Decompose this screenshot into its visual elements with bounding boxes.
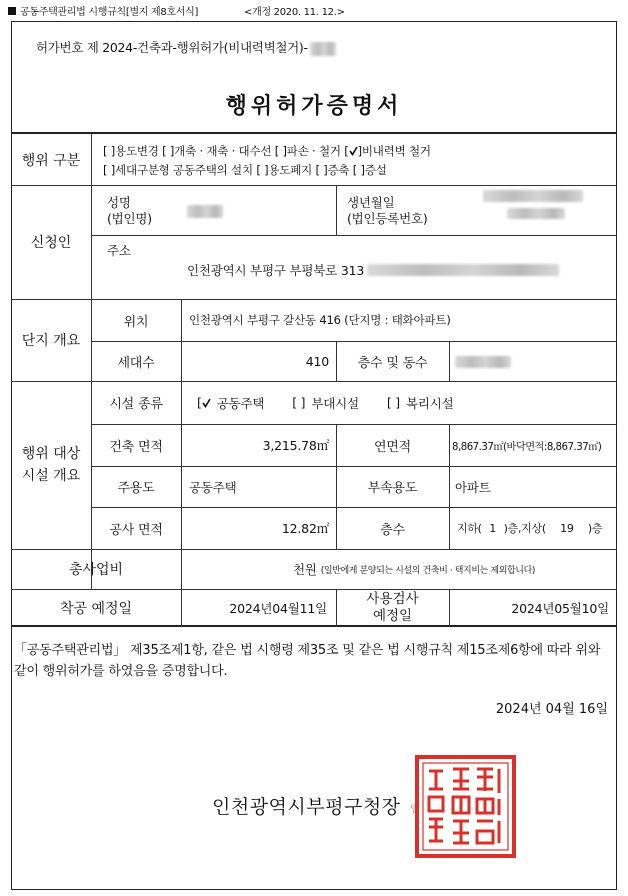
floors-label: 층수 xyxy=(380,522,405,538)
above-floors: 19 xyxy=(560,521,574,535)
option-rebuild: 개축 · 재축 · 대수선 xyxy=(174,143,272,158)
facility-label-line1: 행위 대상 xyxy=(21,446,81,462)
official-seal-icon xyxy=(415,755,516,858)
option-household-split: 세대구분형 공동주택의 설치 xyxy=(115,162,253,177)
option-bracket: [ ] xyxy=(292,395,306,410)
main-use-label: 주용도 xyxy=(117,481,155,496)
option-bracket: [ ] xyxy=(386,395,400,410)
redacted-address xyxy=(367,264,559,276)
address-value: 인천광역시 부평구 부평북로 313 xyxy=(187,263,365,278)
location-label: 위치 xyxy=(123,314,149,330)
total-cost-value xyxy=(293,549,613,589)
basement-floors: 1 xyxy=(489,521,496,535)
option-bracket: [ ] xyxy=(315,162,328,177)
name-label-line1: 성명 xyxy=(107,195,131,210)
permit-table xyxy=(11,132,617,627)
applicant-birth-label xyxy=(347,192,457,230)
birth-label-line1: 생년월일 xyxy=(347,195,395,210)
option-bracket: [ ] xyxy=(274,143,287,158)
location-value: 인천광역시 부평구 갈산동 416 (단지명 : 태화아파트) xyxy=(189,313,451,327)
start-date-label: 착공 예정일 xyxy=(59,601,133,617)
redacted-block xyxy=(310,42,336,56)
applicant-label: 신청인 xyxy=(30,235,72,251)
redacted-floors-buildings xyxy=(455,356,511,368)
address-label: 주소 xyxy=(107,243,131,258)
checkmark-icon xyxy=(349,146,358,156)
facility-type-housing: 공동주택 xyxy=(216,395,265,411)
redacted-name xyxy=(187,205,223,218)
work-area-value: 12.82㎡ xyxy=(281,521,329,536)
action-type-label: 행위 구분 xyxy=(21,152,81,169)
option-remodel-use: 용도변경 xyxy=(115,143,159,158)
issuer-name: 인천광역시부평구청장 xyxy=(212,796,401,818)
inspection-date-value: 2024년05월10일 xyxy=(511,601,609,616)
work-area-label: 공사 면적 xyxy=(109,522,163,538)
issue-date: 2024년 04월 16일 xyxy=(495,702,608,717)
option-bracket: [ ] xyxy=(162,143,175,158)
option-extension: 증축 xyxy=(327,162,350,177)
facility-label-line2: 시설 개요 xyxy=(21,468,81,484)
action-type-line1 xyxy=(103,143,431,159)
building-area-value: 3,215.78㎡ xyxy=(262,438,329,453)
seal-mark-label: 인 xyxy=(410,804,420,815)
revision-date: <개정 2020. 11. 12.> xyxy=(244,7,345,18)
total-floor-area-value: 8,867.37㎡(바닥면적:8,867.37㎡) xyxy=(452,441,602,453)
name-label-line2: (법인명) xyxy=(107,211,152,226)
option-bracket: [ ] xyxy=(103,162,116,177)
total-cost-label: 총사업비 xyxy=(68,562,124,578)
facility-type-welfare: 복리시설 xyxy=(406,395,454,411)
applicant-name-label xyxy=(107,192,197,230)
permit-number-text: 허가번호 제 2024-건축과-행위허가(비내력벽철거)- xyxy=(36,40,308,55)
start-date-value: 2024년04월11일 xyxy=(229,601,327,616)
households-label: 세대수 xyxy=(117,356,155,371)
option-nonbearing-wall: 비내력벽 철거 xyxy=(361,143,431,158)
sub-use-value: 아파트 xyxy=(455,479,491,495)
birth-label-line2: (법인등록번호) xyxy=(347,211,428,226)
redacted-birth-1 xyxy=(483,190,583,202)
option-bracket-checked: [ xyxy=(197,395,211,410)
above-suffix: )층 xyxy=(587,522,603,535)
action-type-line2 xyxy=(103,162,387,178)
facility-type-options xyxy=(197,381,607,424)
sub-use-label: 부속용도 xyxy=(367,481,418,496)
inspection-label-line1: 사용검사 xyxy=(366,591,419,607)
floors-buildings-label: 층수 및 동수 xyxy=(357,356,428,371)
building-area-label: 건축 면적 xyxy=(109,439,163,455)
form-ref-text: 공동주택관리법 시행규칙[별지 제8호서식] xyxy=(20,7,199,18)
basement-prefix: 지하( xyxy=(457,522,482,535)
floors-value xyxy=(457,507,615,549)
permit-number xyxy=(36,38,336,56)
facility-type-label: 시설 종류 xyxy=(109,397,163,412)
form-reference xyxy=(8,3,345,18)
redacted-birth-2 xyxy=(507,208,565,219)
option-addition: 증설 xyxy=(364,162,387,177)
inspection-date-label xyxy=(336,589,449,627)
households-value: 410 xyxy=(305,354,329,369)
option-bracket: [ ] xyxy=(352,162,365,177)
square-bullet-icon xyxy=(8,7,16,15)
certification-text: 「공동주택관리법」 제35조제1항, 같은 법 시행령 제35조 및 같은 법 시행규칙 제15조제6항에 따라 위와 같이 행위허가를 하였음을 증명합니다. xyxy=(14,643,601,679)
complex-label: 단지 개요 xyxy=(21,333,81,349)
option-bracket-checked: [ ] xyxy=(344,143,362,158)
cost-unit: 천원 xyxy=(293,562,317,577)
option-damage-demolish: 파손 · 철거 xyxy=(286,143,341,158)
inspection-label-line2: 예정일 xyxy=(372,608,413,624)
basement-suffix: )층,지상( xyxy=(503,522,546,535)
option-bracket: [ ] xyxy=(256,162,269,177)
main-use-value: 공동주택 xyxy=(189,479,237,495)
action-type-options xyxy=(103,136,613,184)
cost-note: (일반에게 분양되는 시설의 건축비 · 택지비는 제외합니다) xyxy=(320,565,535,576)
facility-label xyxy=(11,381,91,549)
facility-type-auxiliary: 부대시설 xyxy=(311,395,359,411)
checkmark-icon xyxy=(202,398,211,408)
option-bracket: [ ] xyxy=(103,143,116,158)
option-use-abolish: 용도폐지 xyxy=(268,162,312,177)
total-floor-area-label: 연면적 xyxy=(373,439,412,455)
document-title: 행위허가증명서 xyxy=(225,94,403,119)
